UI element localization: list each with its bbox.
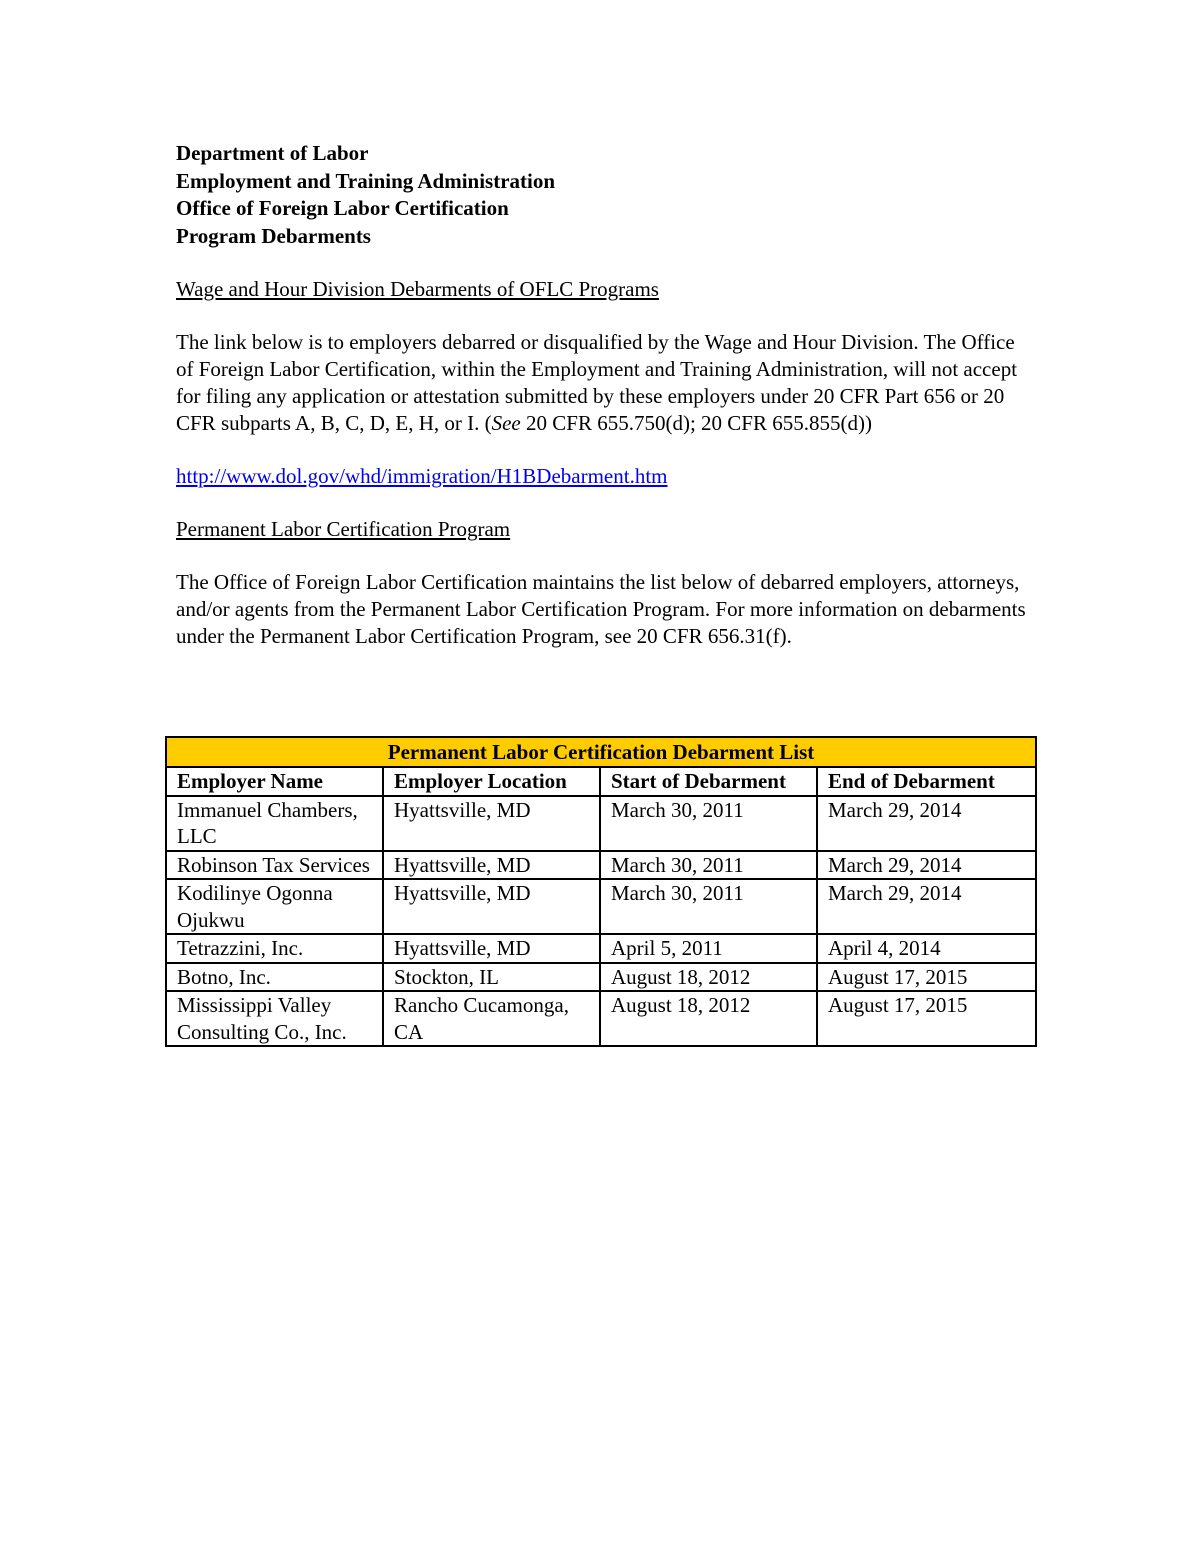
paragraph-plc: The Office of Foreign Labor Certification maintains the list below of debarred employers, attorneys, and/or agents from the Permanent Labor Certification Program. For more information on debarments under the Permanent Labor Certification Program, see 20 CFR 656.31(f). (176, 570, 1026, 648)
table-row (166, 851, 1036, 880)
employer-location-cell: Hyattsville, MD (383, 934, 600, 963)
column-header-end: End of Debarment (817, 767, 1036, 796)
end-date-cell: March 29, 2014 (817, 879, 1036, 934)
paragraph-whd-see: See (491, 411, 521, 435)
section-title-plc: Permanent Labor Certification Program (176, 517, 511, 541)
start-date-cell: March 30, 2011 (600, 796, 817, 851)
heading-administration: Employment and Training Administration (176, 168, 556, 193)
paragraph-whd-text: The link below is to employers debarred or disqualified by the Wage and Hour Division. The Office of Foreign Labor Certification, within the Employment and Training Administration, will not accept for filing any application or attestation submitted by these employers under 20 CFR Part 656 or 20 CFR subparts A, B, C, D, E, H, or I. ( (176, 330, 1018, 435)
table-header-row (166, 767, 1036, 796)
heading-office: Office of Foreign Labor Certification (176, 196, 509, 220)
employer-name-cell: Immanuel Chambers, LLC (166, 796, 383, 851)
employer-location-cell: Stockton, IL (383, 963, 600, 992)
employer-name-cell: Tetrazzini, Inc. (166, 934, 383, 963)
start-date-cell: August 18, 2012 (600, 963, 817, 992)
document-heading (176, 140, 1036, 250)
table-row (166, 879, 1036, 934)
table-row (166, 963, 1036, 992)
paragraph-whd (176, 329, 1036, 437)
start-date-cell: August 18, 2012 (600, 991, 817, 1046)
paragraph-whd-citation: 20 CFR 655.750(d); 20 CFR 655.855(d)) (520, 411, 872, 435)
table-title: Permanent Labor Certification Debarment List (166, 737, 1036, 767)
whd-debarment-link[interactable]: http://www.dol.gov/whd/immigration/H1BDebarment.htm (176, 464, 668, 488)
end-date-cell: March 29, 2014 (817, 796, 1036, 851)
table-row (166, 796, 1036, 851)
column-header-start: Start of Debarment (600, 767, 817, 796)
column-header-employer-name: Employer Name (166, 767, 383, 796)
document-page (176, 140, 1036, 650)
end-date-cell: April 4, 2014 (817, 934, 1036, 963)
employer-location-cell: Hyattsville, MD (383, 796, 600, 851)
start-date-cell: March 30, 2011 (600, 879, 817, 934)
employer-location-cell: Hyattsville, MD (383, 879, 600, 934)
heading-program: Program Debarments (176, 223, 371, 248)
employer-location-cell: Hyattsville, MD (383, 851, 600, 880)
end-date-cell: March 29, 2014 (817, 851, 1036, 880)
employer-name-cell: Robinson Tax Services (166, 851, 383, 880)
start-date-cell: March 30, 2011 (600, 851, 817, 880)
section-title-whd: Wage and Hour Division Debarments of OFLC Programs (176, 277, 659, 301)
end-date-cell: August 17, 2015 (817, 991, 1036, 1046)
employer-name-cell: Kodilinye Ogonna Ojukwu (166, 879, 383, 934)
employer-location-cell: Rancho Cucamonga, CA (383, 991, 600, 1046)
table-row (166, 934, 1036, 963)
employer-name-cell: Botno, Inc. (166, 963, 383, 992)
end-date-cell: August 17, 2015 (817, 963, 1036, 992)
employer-name-cell: Mississippi Valley Consulting Co., Inc. (166, 991, 383, 1046)
debarment-table (165, 736, 1037, 1047)
heading-department: Department of Labor (176, 141, 369, 165)
start-date-cell: April 5, 2011 (600, 934, 817, 963)
column-header-employer-location: Employer Location (383, 767, 600, 796)
table-row (166, 991, 1036, 1046)
